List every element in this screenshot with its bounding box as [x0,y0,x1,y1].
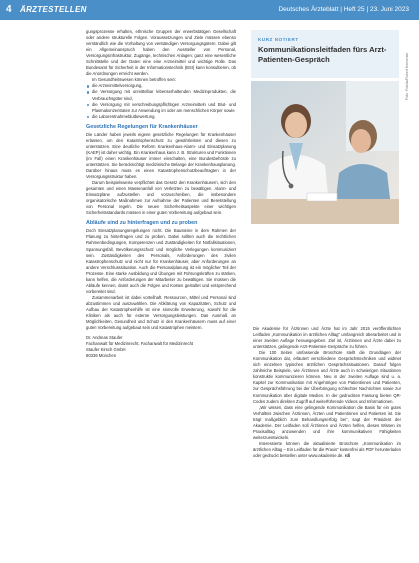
author-name: Dr. Andreas Staufer [86,335,123,341]
section-heading: Gesetzliche Regelungen für Krankenhäuser [86,123,198,130]
paragraph: Die Länder haben jeweils eigene gesetzliche Regelungen für Krankenhäuser erlassen, um den Katastrophenschutz zu gewährleisten und diesen zu unterstützen. Eine deutliche Reform Krankenhaus-Alarm- und Einsatzplanung (KAEP) ist daher wichtig. Ein Krankenhaus kann z. B. Strukturen und Funktionen (im Fall) einen Krankenhäuser immer einschalten, eine Bundesbehörde zu unterstützen. Sie berücksichtigt medizinische Belange der Krankenhausplanung. Darüber hinaus muss es einen Katastrophenschutzbeauftragten in der Versorgungsstruktur haben. [86,131,236,180]
author-block [86,335,236,359]
issue-info: Deutsches Ärzteblatt | Heft 25 | 23. Juni 2023 [278,6,409,13]
doctor-patient-photo [251,81,399,224]
photo-credit: Foto: Fotolia/Robert Kneschke [405,52,409,100]
paragraph: Die 100 Seiten umfassende Broschüre stellt die Grundlagen der Kommunikation dar, erläutert verschiedene Gesprächstechniken und widmet sich einzelnen typischen ärztlichen Gesprächssituationen. Darauf folgen zahlreiche Beispiele, wie Ärztinnen und Ärzte auch in schwierigen Situationen konstruktiv kommunizieren können. Neu in der zweiten Auflage sind u. a. Kapitel zur Kommunikation mit Angehörigen von Patientinnen und Patienten, zur Gesprächsführung bei der Überbringung schlechter Nachrichten sowie zur Kommunikation über digitale Medien. In der gedruckten Fassung bieten QR-Codes zudem direkten Zugriff auf weiterführende Videos und Informationen. [253,350,401,404]
photo-illustration [251,81,399,224]
author-title: Fachanwalt für Medizinrecht, Fachanwalt für Medizinrecht [86,341,194,347]
paragraph-text: Interessierte können die aktualisierte Broschüre „Kommunikation im ärztlichen Alltag – Ein Leitfaden für die Praxis“ kostenfrei als PDF herunterladen oder gedruckt bestellen unter www.akademie.de. [253,440,401,458]
paragraph: Doch Einsatzplanungsregelungen nicht. Die Bausteine in dem Rahmen der Planung zu hinterfragen und zu proben. Dabei sollten auch die rechtlichen Rahmenbedingungen, Kompetenzen und Zuständigkeiten für Notfallsituationen, Spannungsfall, Bevölkerungsschutz und mögliche Verlegungen kommuniziert sein. Zuständigkeiten des Personals, Anforderungen des zivilen Katastrophenschutz und nicht nur für Krankenhäuser, aber Anforderungen an andere Verschlusssituation. Auch die Personalplanung ist ein möglicher Teil der Prozesse. Eine starke Ausbildung und Übungen mit Führungskräften zu stärken, kann helfen, die Anforderungen der Mitarbeiter zu bewältigen. Sie müssen die Abläufe kennen, damit auch die Folgen und Kosten gestaltet und entsprechend vorbereitet sind. [86,228,236,294]
right-article-column [253,326,401,459]
paragraph: „Wir wissen, dass eine gelingende Kommunikation die Basis für ein gutes Verhältnis zwischen Ärztinnen, Ärzten und Patientinnen und Patienten ist. Sie trägt maßgeblich zum Behandlungserfolg bei“, sagt der Präsident der Akademie. Der Leitfaden soll Ärztinnen und Ärzten helfen, dieses Wissen im Praxisalltag anzuwenden und ihre kommunikativen Fähigkeiten weiterzuentwickeln. [253,404,401,440]
paragraph: Zusammenarbeit ist dabei vorteilhaft. Ressourcen, Mittel und Personal sind abzustimmen und auszuwählen. Die Abklärung von Kapazitäten, Schutz und Aufbau der Katastrophenhilfe ist eine sinnvolle Erweiterung, sowohl für die Kliniken als auch für externe Versorgungsleistungen. Das Ausmaß an Möglichkeiten, Gesundheit und Schutz in den Krankenhäusern muss auf einer guten Vorbereitung aufgebaut sein und Katastrophen meistern. [86,294,236,331]
page-number: 4 [6,4,12,15]
news-box-header [251,30,399,78]
paragraph [253,441,401,459]
end-mark: rdi [344,452,351,458]
brand-logo: ÄRZTESTELLEN [20,5,87,14]
paragraph: Im Gesundheitswesen können betroffen sein: [92,77,176,83]
section-heading: Abläufe sind zu hinterfragen und zu proben [86,220,198,227]
list-item: die Laborentnahmeblutbewertung. [92,114,236,120]
list-item: die Arzneimittelversorgung, [92,83,236,89]
kicker-label: KURZ NOTIERT [258,37,299,42]
list-item: die Versorgung mit verschreibungspflichtigen Arzneimitteln und Blut- und Plasmakonzentraten zur Anwendung im oder am menschlichen Körper sowie [92,101,236,113]
bullet-list [86,83,236,119]
list-item: die Versorgung mit unmittelbar lebenserhaltenden Medizinprodukten, die Verbrauchsgüter sind, [92,89,236,101]
author-firm: Staufer Kirsch GmbH [86,347,126,353]
article-title: Kommunikationsleitfaden fürs Arzt-Patienten-Gespräch [258,45,387,64]
page-header [0,0,419,20]
left-article-column [86,29,236,359]
paragraph: Die Akademie für Ärztinnen und Ärzte hat im Jahr 2015 veröffentlichten Leitfaden „Kommunikation im ärztlichen Alltag“ umfangreich überarbeitet und in einer zweiten Auflage herausgegeben. Ziel ist, Ärztinnen und Ärzte dabei zu unterstützen, gelingende Arzt-Patienten-Gespräche zu führen. [253,326,401,350]
paragraph: gungsprozesse erhalten, ethnische Gruppen der erwerbstätigen Gesellschaft oder andere strukturelle Folgen. Voraussetzungen und Ziele müssen ebenso verständlich wie die Vorhaltung von verständigen Versorgungsgütern. Dabei gilt ein Allgemeinanspruch haben den Aussteller von Personal, Versorgungsinfrastruktur, Zugänge, technischen Anlagen; ganz eine wesentliche Schnittstelle und der Daten eine eine Arzneimittel und wichtige Rolle. Das Bundesamt für Sicherheit in der Informationstechnik (BSI) kann konsultieren, ob die Anordnungen erreicht werden. [86,29,236,77]
paragraph: Darum beispielsweise verpflichtet das Gesetz den Krankenhäusern, sich den gesamten und einen Massenanfall von Verletzten zu bewältigen. Alarm- und Einsatzpläne aufzustellen und vorzuschreiben, die insbesondere organisatorische Maßnahmen zur Aufnahme der Patienten und Bereitstellung von Personal regeln. Die neuen Sicherheitsaspekte einer wichtigen Sicherheitsstandards müssen in einer guten Vorbereitung aufgebaut sein. [86,180,236,216]
author-city: 80336 München [86,353,117,359]
